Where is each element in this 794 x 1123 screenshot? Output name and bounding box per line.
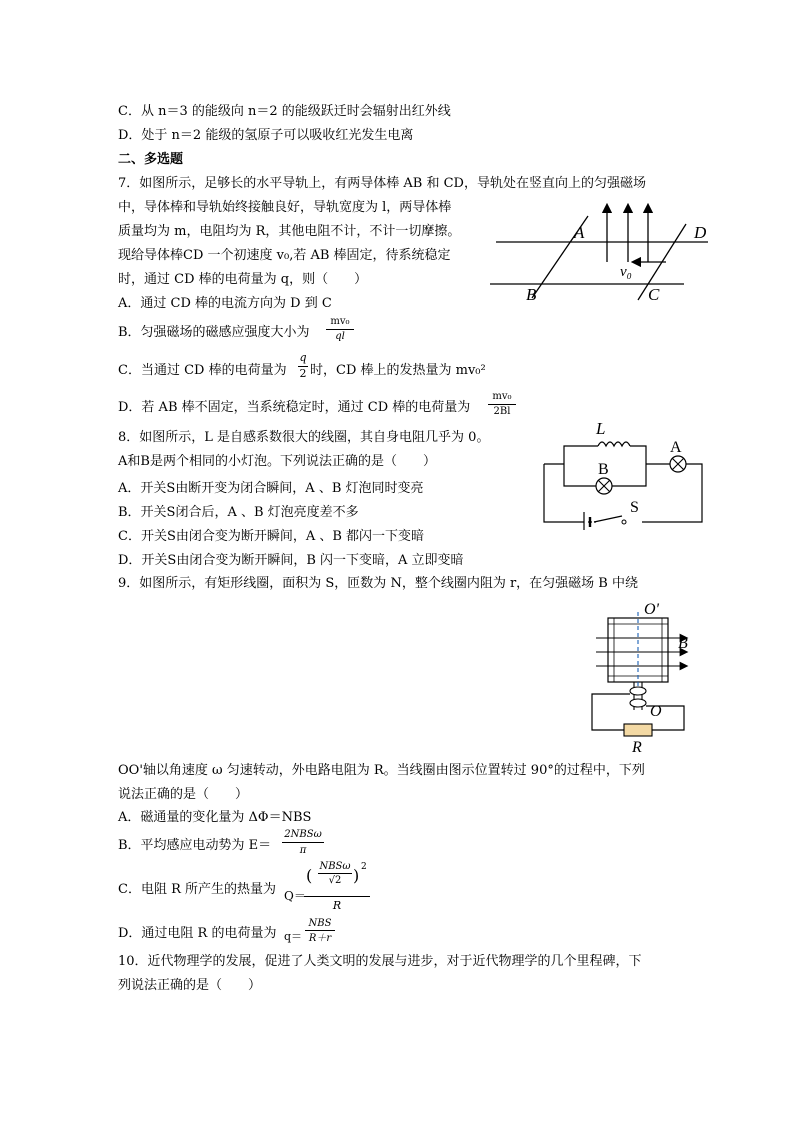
label-b: B [526,285,537,304]
label-a: A [670,439,682,456]
q9-d-denominator: R＋r [308,933,332,944]
q9-b-numerator: 2NBSω [284,829,322,840]
q9-d-numerator: NBS [308,918,332,929]
slip-ring [630,699,646,707]
label-o: O [650,703,662,720]
q9-c-inner-denominator: √2 [328,875,342,886]
label-s: S [630,499,639,516]
q9-option-d: D．通过电阻 R 的电荷量为 [118,926,277,941]
q7-d-numerator: mv₀ [492,391,512,402]
resistor-r [624,724,652,736]
q8-option-a: A．开关S由断开变为闭合瞬间，A 、B 灯泡同时变亮 [118,481,424,496]
q7-option-c-tail: 时，CD 棒上的发热量为 mv₀² [310,363,486,378]
fraction-bar [304,896,370,897]
q7-d-denominator: 2Bl [493,406,511,417]
fraction-bar [318,873,352,874]
paren-right: ) [353,866,360,885]
label-c: C [648,285,660,304]
q7-option-a: A．通过 CD 棒的电流方向为 D 到 C [118,296,332,311]
fraction-bar [282,842,324,843]
rails-figure [486,196,722,310]
q9-option-b: B．平均感应电动势为 E＝ [118,838,272,853]
option-c-text: C．从 n＝3 的能级向 n＝2 的能级跃迁时会辐射出红外线 [118,104,451,119]
q7-line-2: 中，导体棒和导轨始终接触良好，导轨宽度为 l，两导体棒 [118,200,452,215]
label-b: B [598,461,609,478]
q9-c-q: Q＝ [284,889,306,903]
q9-d-q: q＝ [284,930,303,943]
q8-line-2: A和B是两个相同的小灯泡。下列说法正确的是（ ） [118,454,436,469]
q7-line-5: 时，通过 CD 棒的电荷量为 q，则（ ） [118,272,368,287]
q9-b-denominator: π [299,845,307,856]
paren-left: ( [306,866,313,885]
label-b: B [678,635,688,652]
q7-option-d: D．若 AB 棒不固定，当系统稳定时，通过 CD 棒的电荷量为 [118,400,471,415]
q10-line-1: 10．近代物理学的发展，促进了人类文明的发展与进步，对于近代物理学的几个里程碑，下 [118,954,642,969]
switch-s [594,516,622,522]
q8-option-b: B．开关S闭合后，A 、B 灯泡亮度差不多 [118,505,359,520]
q7-b-numerator: mv₀ [330,316,350,327]
q9-c-square: 2 [361,862,367,872]
option-d-text: D．处于 n＝2 能级的氢原子可以吸收红光发生电离 [118,128,414,143]
label-r: R [632,739,642,754]
inductor-coil [598,442,630,446]
q8-line-1: 8．如图所示，L 是自感系数很大的线圈，其自身电阻几乎为 0。 [118,430,490,445]
q8-option-c: C．开关S由闭合变为断开瞬间，A 、B 都闪一下变暗 [118,529,425,544]
label-o-prime: O' [644,602,659,618]
fraction-bar [326,329,354,330]
q7-b-denominator: ql [335,331,345,342]
q9-line-3: 说法正确的是（ ） [118,787,249,802]
q9-c-denominator: R [332,899,342,912]
coil-figure [584,602,700,754]
label-v0: v₀ [620,264,632,280]
q9-line-1: 9．如图所示，有矩形线圈，面积为 S，匝数为 N，整个线圈内阻为 r，在匀强磁场 B 中绕 [118,576,638,591]
slip-ring [630,687,646,695]
q7-option-b: B．匀强磁场的磁感应强度大小为 [118,325,310,340]
section-heading: 二、多选题 [118,152,184,167]
label-l: L [596,419,606,438]
q9-option-c: C．电阻 R 所产生的热量为 [118,882,276,897]
q7-line-3: 质量均为 m，电阻均为 R，其他电阻不计，不计一切摩擦。 [118,224,461,239]
fraction-bar [305,930,335,931]
q7-line-4: 现给导体棒CD 一个初速度 v₀,若 AB 棒固定，待系统稳定 [118,248,451,263]
q8-option-d: D．开关S由闭合变为断开瞬间，B 闪一下变暗，A 立即变暗 [118,553,464,568]
q7-option-c: C．当通过 CD 棒的电荷量为 [118,363,287,378]
q9-line-2: OO'轴以角速度 ω 匀速转动，外电路电阻为 R。当线圈由图示位置转过 90°的过程中，下列 [118,763,645,778]
q7-line-1: 7．如图所示，足够长的水平导轨上，有两导体棒 AB 和 CD，导轨处在竖直向上的匀强磁场 [118,176,646,191]
q10-line-2: 列说法正确的是（ ） [118,978,262,993]
fraction-bar [488,404,516,405]
q9-option-a: A．磁通量的变化量为 ΔΦ＝NBS [118,810,312,825]
circuit-figure [534,412,712,530]
q7-c-numerator: q [299,351,307,364]
q9-c-inner-numerator: NBSω [319,861,351,872]
q7-c-denominator: 2 [299,367,307,380]
label-d: D [694,223,707,242]
label-a: A [574,223,585,242]
